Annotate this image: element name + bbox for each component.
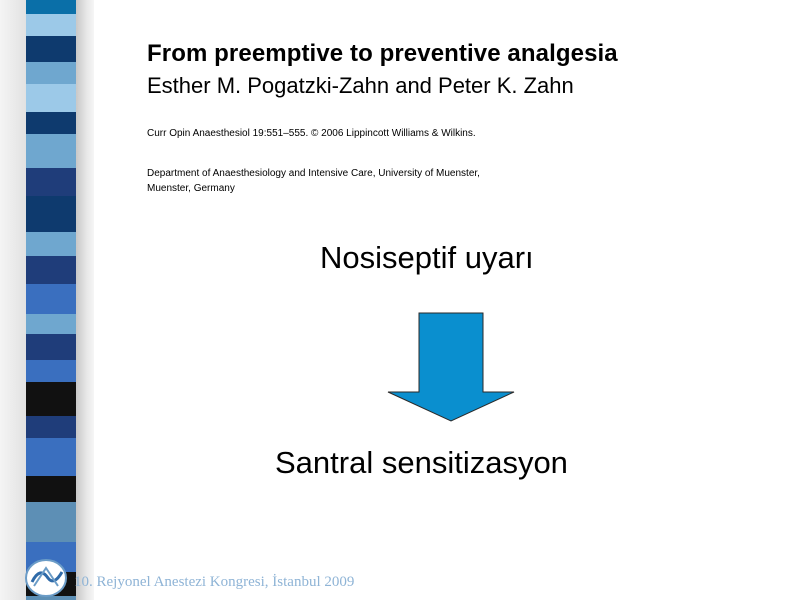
- stripe-block: [26, 36, 76, 62]
- affiliation-line: Muenster, Germany: [147, 183, 235, 194]
- stripe-block: [26, 112, 76, 134]
- stripe-block: [26, 14, 76, 36]
- stripe-block: [26, 232, 76, 256]
- stripe-block: [26, 0, 76, 14]
- central-sensitization-label: Santral sensitizasyon: [275, 445, 568, 480]
- down-arrow-icon: [386, 312, 516, 422]
- stripe-block: [26, 84, 76, 112]
- affiliation-line: Department of Anaesthesiology and Intensive Care, University of Muenster,: [147, 168, 480, 179]
- stripe-block: [26, 416, 76, 438]
- stripe-block: [26, 62, 76, 84]
- nociceptive-stimulus-label: Nosiseptif uyarı: [320, 240, 534, 275]
- reference-authors: Esther M. Pogatzki-Zahn and Peter K. Zahn: [147, 73, 574, 98]
- stripe-block: [26, 360, 76, 382]
- stripe-block: [26, 256, 76, 284]
- stripe-block: [26, 196, 76, 232]
- reference-title: From preemptive to preventive analgesia: [147, 40, 618, 67]
- reference-citation: Curr Opin Anaesthesiol 19:551–555. © 2006 Lippincott Williams & Wilkins.: [147, 128, 476, 139]
- stripe-block: [26, 284, 76, 314]
- reference-affiliation: [147, 166, 567, 196]
- decorative-stripe-bar: [26, 0, 76, 600]
- stripe-block: [26, 168, 76, 196]
- stripe-block: [26, 382, 76, 416]
- stripe-block: [26, 476, 76, 502]
- stripe-edge-shade: [76, 0, 94, 600]
- stripe-block: [26, 438, 76, 476]
- stripe-block: [26, 134, 76, 168]
- stripe-block: [26, 314, 76, 334]
- stripe-block: [26, 502, 76, 542]
- side-shadow: [0, 0, 26, 600]
- congress-logo-icon: [22, 556, 72, 600]
- stripe-block: [26, 334, 76, 360]
- footer-congress-text: 10. Rejyonel Anestezi Kongresi, İstanbul 2009: [74, 574, 355, 590]
